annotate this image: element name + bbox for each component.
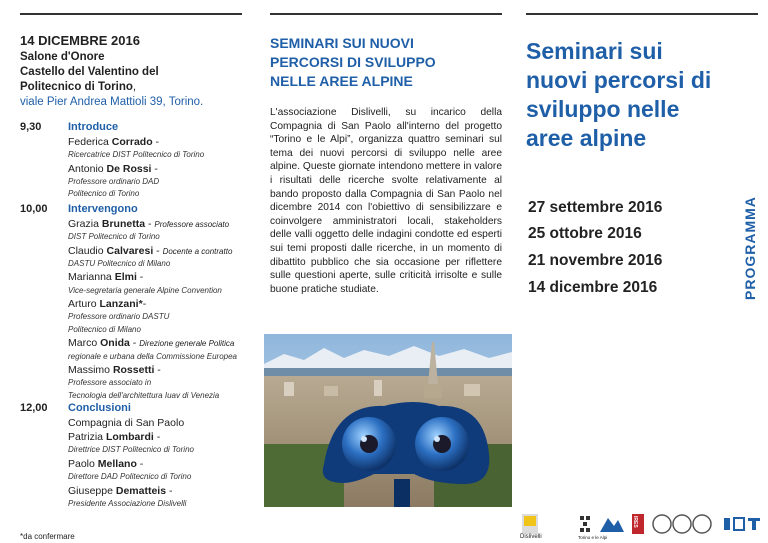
speaker: Marianna Elmi - (68, 271, 144, 284)
speaker: Marco Onida - Direzione generale Politica (68, 337, 235, 350)
speaker-first-name: Paolo (68, 457, 95, 470)
speaker-affiliation: DASTU Politecnico di Milano (68, 258, 171, 268)
speaker-affiliation: Tecnologia dell'architettura Iuav di Venezia (68, 390, 220, 400)
speaker (68, 417, 184, 429)
speaker-affiliation: Direttrice DIST Politecnico di Torino (68, 445, 194, 455)
top-rule (20, 13, 242, 15)
speaker-first-name: Marianna (68, 271, 112, 284)
speaker-affiliation: Professore ordinario DAD (68, 176, 160, 186)
speaker: Giuseppe Dematteis - (68, 484, 173, 497)
speaker: Paolo Mellano - (68, 457, 144, 470)
speaker-first-name: Giuseppe (68, 484, 113, 497)
seminar-date: 25 ottobre 2016 (528, 225, 642, 242)
torino-alpi-logo-label: Torino e le Alpi (578, 535, 608, 540)
seminar-date: 27 settembre 2016 (528, 199, 663, 216)
programma-label: PROGRAMMA (742, 196, 758, 300)
top-rule (526, 13, 758, 15)
speaker-affiliation: Direttore DAD Politecnico di Torino (68, 471, 192, 481)
session-title: Conclusioni (68, 402, 131, 414)
speaker: Patrizia Lombardi - (68, 431, 161, 444)
seminar-date: 14 dicembre 2016 (528, 279, 658, 296)
speaker-first-name: Federica (68, 136, 109, 148)
speaker-last-name: Rossetti (112, 364, 155, 377)
speaker-last-name: Onida (100, 337, 130, 350)
speaker-role: Docente a contratto (162, 246, 233, 256)
intro-heading: SEMINARI SUI NUOVI PERCORSI DI SVILUPPO NELLE AREE ALPINE (270, 35, 436, 89)
speaker-affiliation: Professore associato in (68, 378, 152, 388)
speaker: Grazia Brunetta - Professore associato (68, 218, 230, 230)
speaker-last-name: Elmi (114, 271, 137, 284)
speaker-affiliation: Vice-segretaria generale Alpine Convention (68, 285, 222, 295)
speaker-first-name: Claudio (68, 244, 104, 257)
cover-panel (512, 0, 768, 543)
session-time: 10,00 (20, 203, 48, 215)
speaker-last-name: Dematteis (115, 484, 167, 497)
speaker: Antonio De Rossi - (68, 162, 158, 175)
ires-logo-label: IRES (632, 516, 638, 528)
speaker-first-name: Marco (68, 337, 98, 350)
venue-line: Castello del Valentino del (20, 66, 159, 78)
seminar-date: 21 novembre 2016 (528, 252, 663, 269)
session-time: 9,30 (20, 121, 42, 133)
speaker-affiliation: Presidente Associazione Dislivelli (68, 498, 187, 508)
dislivelli-logo-label: Dislivelli (520, 534, 542, 540)
program-panel (0, 0, 256, 543)
speaker-first-name: Massimo (68, 364, 111, 377)
intro-text: L'associazione Dislivelli, su incarico della Compagnia di San Paolo all'interno del progetto “Torino e le Alpi”, organizza quattro seminari sul tema dei nuovi percorsi di sviluppo nelle aree alpine. Queste giornate intendono mettere in valore i risultati delle ricerche svolte relativamente al bando proposto dalla Compagnia di San Paolo nel dicembre 2014 con l'obiettivo di sensibilizzare e coinvolgere amministratori locali, stakeholders delle valli oggetto delle indagini condotte ed esperti sui temi proposti dalle ricerche, in un momento di dibattito pubblico che sia occasione per riflettere sulle questioni aperte, sulle criticità irrisolte e sulle buone pratiche studiate. (270, 107, 502, 295)
speaker-role: Direzione generale Politica (139, 339, 235, 349)
speaker: Federica Corrado - (68, 136, 160, 148)
speaker-affiliation: Professore ordinario DASTU (68, 312, 170, 322)
turin-panorama-photo (264, 334, 512, 507)
speaker-first-name: Antonio (68, 162, 104, 175)
cover-title: Seminari sui nuovi percorsi di sviluppo nelle aree alpine (526, 38, 712, 151)
event-venue (20, 50, 250, 110)
speaker-affiliation: Politecnico di Milano (68, 324, 141, 334)
venue-address: viale Pier Andrea Mattioli 39, Torino. (20, 96, 204, 108)
session-title: Intervengono (68, 203, 138, 215)
speaker-first-name: Arturo (68, 298, 97, 311)
speaker-last-name: Mellano (97, 457, 137, 470)
session-title: Introduce (68, 121, 119, 133)
speaker-last-name: De Rossi (106, 162, 152, 175)
event-date: 14 DICEMBRE 2016 (20, 33, 140, 48)
speaker-affiliation: regionale e urbana della Commissione Europea (68, 351, 237, 361)
intro-panel (256, 0, 512, 543)
speaker-last-name: Lanzani* (99, 298, 143, 311)
speaker-role: Professore associato (154, 220, 230, 229)
speaker-last-name: Lombardi (105, 431, 154, 444)
venue-line: Salone d'Onore (20, 51, 105, 63)
speaker-last-name: Brunetta (101, 218, 146, 230)
venue-line: Politecnico di Torino, (20, 81, 137, 93)
speaker-first-name: Patrizia (68, 431, 104, 444)
speaker-last-name: Calvaresi (106, 244, 154, 257)
footnote: *da confermare (20, 532, 75, 541)
speaker-affiliation: Ricercatrice DIST Politecnico di Torino (68, 150, 205, 160)
speaker: Massimo Rossetti - (68, 364, 161, 377)
session-time: 12,00 (20, 402, 48, 414)
speaker-first-name: Grazia (68, 218, 99, 230)
top-rule (270, 13, 502, 15)
speaker: Arturo Lanzani*- (68, 298, 147, 311)
partner-logos (256, 508, 512, 543)
speaker-first-name: Compagnia di San Paolo (68, 417, 185, 429)
speaker-affiliation: Politecnico di Torino (68, 189, 140, 199)
speaker-affiliation: DIST Politecnico di Torino (68, 232, 160, 242)
speaker: Claudio Calvaresi - Docente a contratto (68, 244, 233, 257)
speaker-last-name: Corrado (111, 136, 153, 148)
